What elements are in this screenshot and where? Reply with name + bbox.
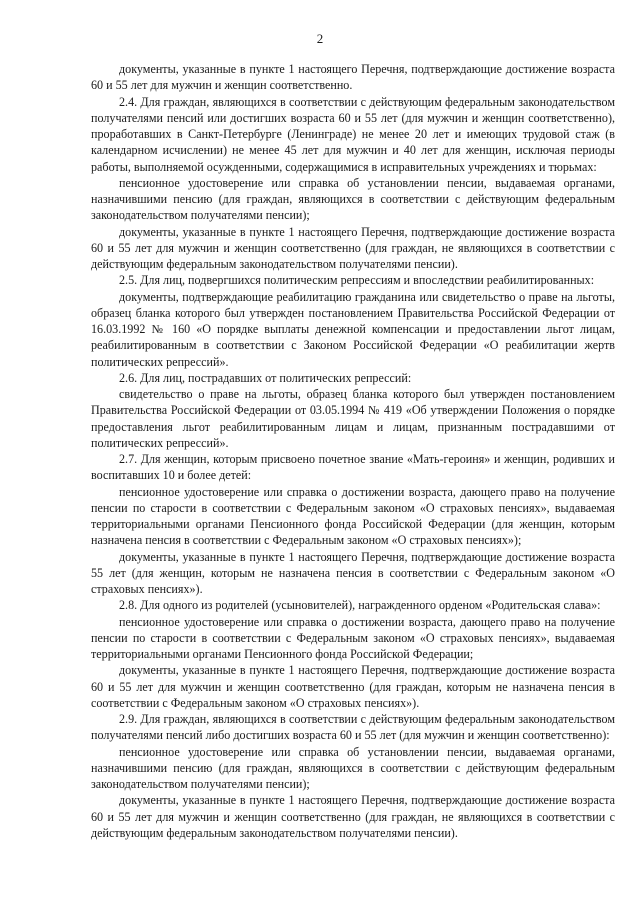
paragraph: пенсионное удостоверение или справка об установлении пенсии, выдаваемая органами, назначившими пенсию (для граждан, являющихся в соответствии с действующим федеральным законодательством получателями пенсии); — [91, 175, 615, 223]
paragraph: документы, указанные в пункте 1 настоящего Перечня, подтверждающие достижение возраста 55 лет (для женщин, которым не назначена пенсия в соответствии с Федеральным законом «О страховых пенсиях»). — [91, 549, 615, 596]
document-body — [91, 61, 615, 841]
page-number: 2 — [316, 31, 324, 46]
paragraph: пенсионное удостоверение или справка о достижении возраста, дающего право на получение пенсии по старости в соответствии с Федеральным законом «О страховых пенсиях», выдаваемая территориальными органами Пенсионного фонда Российской Федерации; — [91, 614, 615, 661]
paragraph: документы, указанные в пункте 1 настоящего Перечня, подтверждающие достижение возраста 60 и 55 лет для мужчин и женщин соответственно (для граждан, которым не назначена пенсия в соответствии с Федеральным законом «О страховых пенсиях»). — [91, 663, 615, 710]
section-heading-2-4: 2.4. Для граждан, являющихся в соответствии с действующим федеральным законодательством получателями пенсий или достигших возраста 60 и 55 лет (для мужчин и женщин соответственно), проработавших в Санкт-Петербурге (Ленинграде) не менее 20 лет и имеющих трудовой стаж (в календарном исчислении) не менее 45 лет для мужчин и 40 лет для женщин, исключая периоды работы, выполняемой осужденными, содержащимися в исправительных учреждениях и тюрьмах: — [91, 94, 615, 174]
paragraph: пенсионное удостоверение или справка об установлении пенсии, выдаваемая органами, назначившими пенсию (для граждан, являющихся в соответствии с действующим федеральным законодательством получателями пенсии); — [91, 744, 615, 791]
paragraph: пенсионное удостоверение или справка о достижении возраста, дающего право на получение пенсии по старости в соответствии с Федеральным законом «О страховых пенсиях», выдаваемая территориальными органами Пенсионного фонда Российской Федерации (для женщин, которым назначена пенсия в соответствии с Федеральным законом «О страховых пенсиях»); — [91, 484, 615, 548]
section-heading-2-9: 2.9. Для граждан, являющихся в соответствии с действующим федеральным законодательством получателями пенсий либо достигших возраста 60 и 55 лет (для мужчин и женщин соответственно): — [91, 712, 615, 743]
section-heading-2-5: 2.5. Для лиц, подвергшихся политическим репрессиям и впоследствии реабилитированных: — [119, 273, 595, 288]
paragraph: документы, указанные в пункте 1 настоящего Перечня, подтверждающие достижение возраста 60 и 55 лет для мужчин и женщин соответственно (для граждан, не являющихся в соответствии с действующим федеральным законодательством получателями пенсии). — [91, 793, 615, 840]
section-heading-2-6: 2.6. Для лиц, пострадавших от политических репрессий: — [119, 370, 412, 385]
section-heading-2-7: 2.7. Для женщин, которым присвоено почетное звание «Мать-героиня» и женщин, родивших и воспитавших 10 и более детей: — [91, 452, 615, 483]
paragraph: документы, указанные в пункте 1 настоящего Перечня, подтверждающие достижение возраста 60 и 55 лет для мужчин и женщин соответственно (для граждан, не являющихся в соответствии с действующим федеральным законодательством получателями пенсии). — [91, 224, 615, 271]
section-heading-2-8: 2.8. Для одного из родителей (усыновителей), награжденного орденом «Родительская слава»: — [119, 598, 601, 613]
paragraph: документы, подтверждающие реабилитацию гражданина или свидетельство о праве на льготы, образец бланка которого был утвержден постановлением Правительства Российской Федерации от 16.03.1992 № 160 «О порядке выплаты денежной компенсации и предоставлении льгот лицам, реабилитированным в соответствии с Законом Российской Федерации «О реабилитации жертв политических репрессий». — [91, 289, 615, 369]
paragraph: свидетельство о праве на льготы, образец бланка которого был утвержден постановлением Правительства Российской Федерации от 03.05.1994 № 419 «Об утверждении Положения о порядке предоставления льгот реабилитированным лицам и лицам, признанным пострадавшими от политических репрессий». — [91, 387, 615, 450]
paragraph: документы, указанные в пункте 1 настоящего Перечня, подтверждающие достижение возраста 60 и 55 лет для мужчин и женщин соответственно. — [91, 62, 615, 93]
